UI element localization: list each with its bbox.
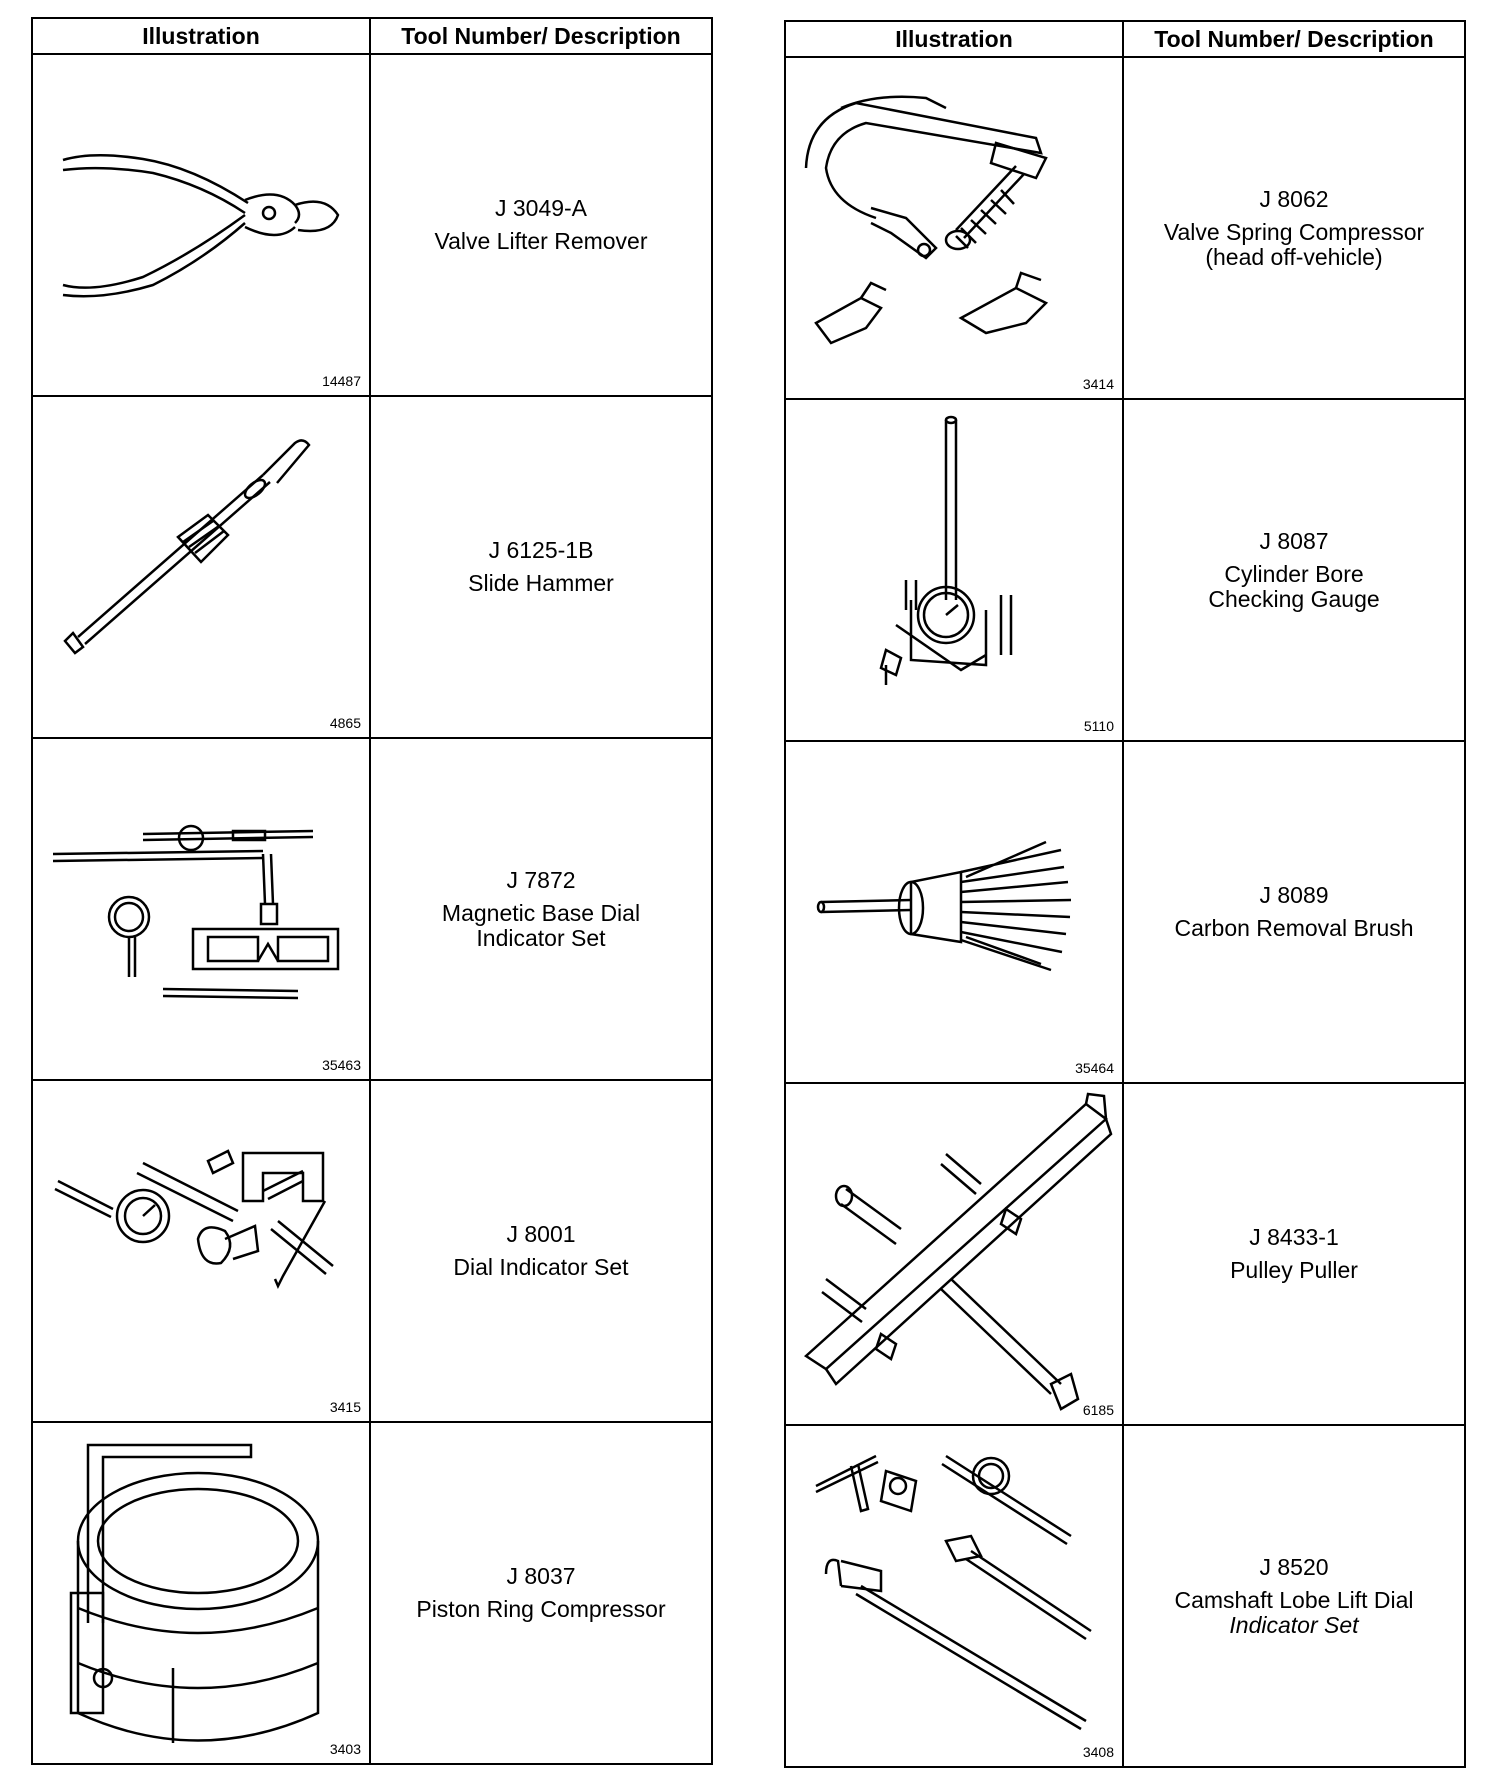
tool-description: (head off-vehicle) [1205, 243, 1383, 270]
tool-description: Indicator Set [476, 924, 606, 951]
description-cell [370, 1422, 712, 1764]
figure-number: 3408 [1082, 1744, 1114, 1760]
table-row [785, 741, 1465, 1083]
tool-description: Cylinder Bore [1224, 560, 1364, 587]
tool-number: J 6125-1B [488, 537, 594, 563]
table-row [32, 1080, 712, 1422]
table-row [32, 1422, 712, 1764]
figure-number: 3403 [329, 1741, 361, 1757]
table-row [785, 1425, 1465, 1767]
tool-description: Indicator Set [1229, 1611, 1359, 1638]
illustration-cell [785, 1083, 1123, 1425]
description-cell [370, 54, 712, 396]
table-row [32, 738, 712, 1080]
figure-number: 4865 [329, 715, 361, 731]
pliers-illustration [33, 55, 369, 395]
illustration-cell [785, 399, 1123, 741]
tool-description: Slide Hammer [468, 570, 614, 596]
dial-indicator-set-illustration [33, 1081, 369, 1421]
tool-table-right [784, 20, 1466, 1768]
illustration-cell [785, 1425, 1123, 1767]
tool-description: Valve Lifter Remover [434, 228, 648, 254]
tool-description: Dial Indicator Set [453, 1254, 629, 1280]
tool-description: Valve Spring Compressor [1163, 218, 1425, 245]
illustration-cell [785, 57, 1123, 399]
carbon-brush-illustration [786, 742, 1122, 1082]
tool-number: J 8433-1 [1249, 1224, 1339, 1250]
cylinder-bore-gauge-illustration [786, 400, 1122, 740]
tool-description: Carbon Removal Brush [1174, 915, 1414, 941]
description-cell [370, 738, 712, 1080]
description-cell [1123, 741, 1465, 1083]
figure-number: 5110 [1083, 718, 1114, 734]
tool-number: J 7872 [506, 866, 576, 893]
tool-number: J 3049-A [494, 195, 588, 221]
figure-number: 6185 [1082, 1402, 1114, 1418]
illustration-cell [32, 1422, 370, 1764]
header-description: Tool Number/ Description [370, 18, 712, 54]
tool-description: Piston Ring Compressor [416, 1596, 666, 1622]
camshaft-lobe-indicator-illustration [786, 1426, 1122, 1766]
table-row [32, 54, 712, 396]
table-row [785, 57, 1465, 399]
illustration-cell [785, 741, 1123, 1083]
tool-number: J 8037 [506, 1563, 576, 1589]
illustration-cell [32, 1080, 370, 1422]
description-cell [1123, 399, 1465, 741]
description-cell [370, 1080, 712, 1422]
header-illustration: Illustration [32, 18, 370, 54]
tool-description: Camshaft Lobe Lift Dial [1174, 1586, 1414, 1613]
slide-hammer-illustration [33, 397, 369, 737]
figure-number: 35464 [1075, 1060, 1114, 1076]
tool-number: J 8089 [1259, 882, 1329, 908]
tool-description: Checking Gauge [1208, 585, 1380, 612]
magnetic-base-dial-illustration [33, 739, 369, 1079]
figure-number: 14487 [322, 373, 361, 389]
piston-ring-compressor-illustration [33, 1423, 369, 1763]
table-row [32, 396, 712, 738]
figure-number: 35463 [322, 1057, 361, 1073]
figure-number: 3415 [329, 1399, 361, 1415]
description-cell [1123, 57, 1465, 399]
tool-number: J 8087 [1259, 527, 1329, 554]
tool-table-left [31, 17, 713, 1765]
valve-spring-compressor-illustration [786, 58, 1122, 398]
tool-description: Magnetic Base Dial [441, 899, 641, 926]
tool-description: Pulley Puller [1230, 1257, 1358, 1283]
pulley-puller-illustration [786, 1084, 1122, 1424]
header-description: Tool Number/ Description [1123, 21, 1465, 57]
figure-number: 3414 [1082, 376, 1114, 392]
description-cell [370, 396, 712, 738]
table-row [785, 1083, 1465, 1425]
tool-number: J 8520 [1259, 1553, 1329, 1580]
description-cell [1123, 1083, 1465, 1425]
illustration-cell [32, 54, 370, 396]
header-illustration: Illustration [785, 21, 1123, 57]
table-row [785, 399, 1465, 741]
tool-number: J 8062 [1259, 185, 1329, 212]
illustration-cell [32, 738, 370, 1080]
illustration-cell [32, 396, 370, 738]
description-cell [1123, 1425, 1465, 1767]
tool-number: J 8001 [506, 1221, 576, 1247]
